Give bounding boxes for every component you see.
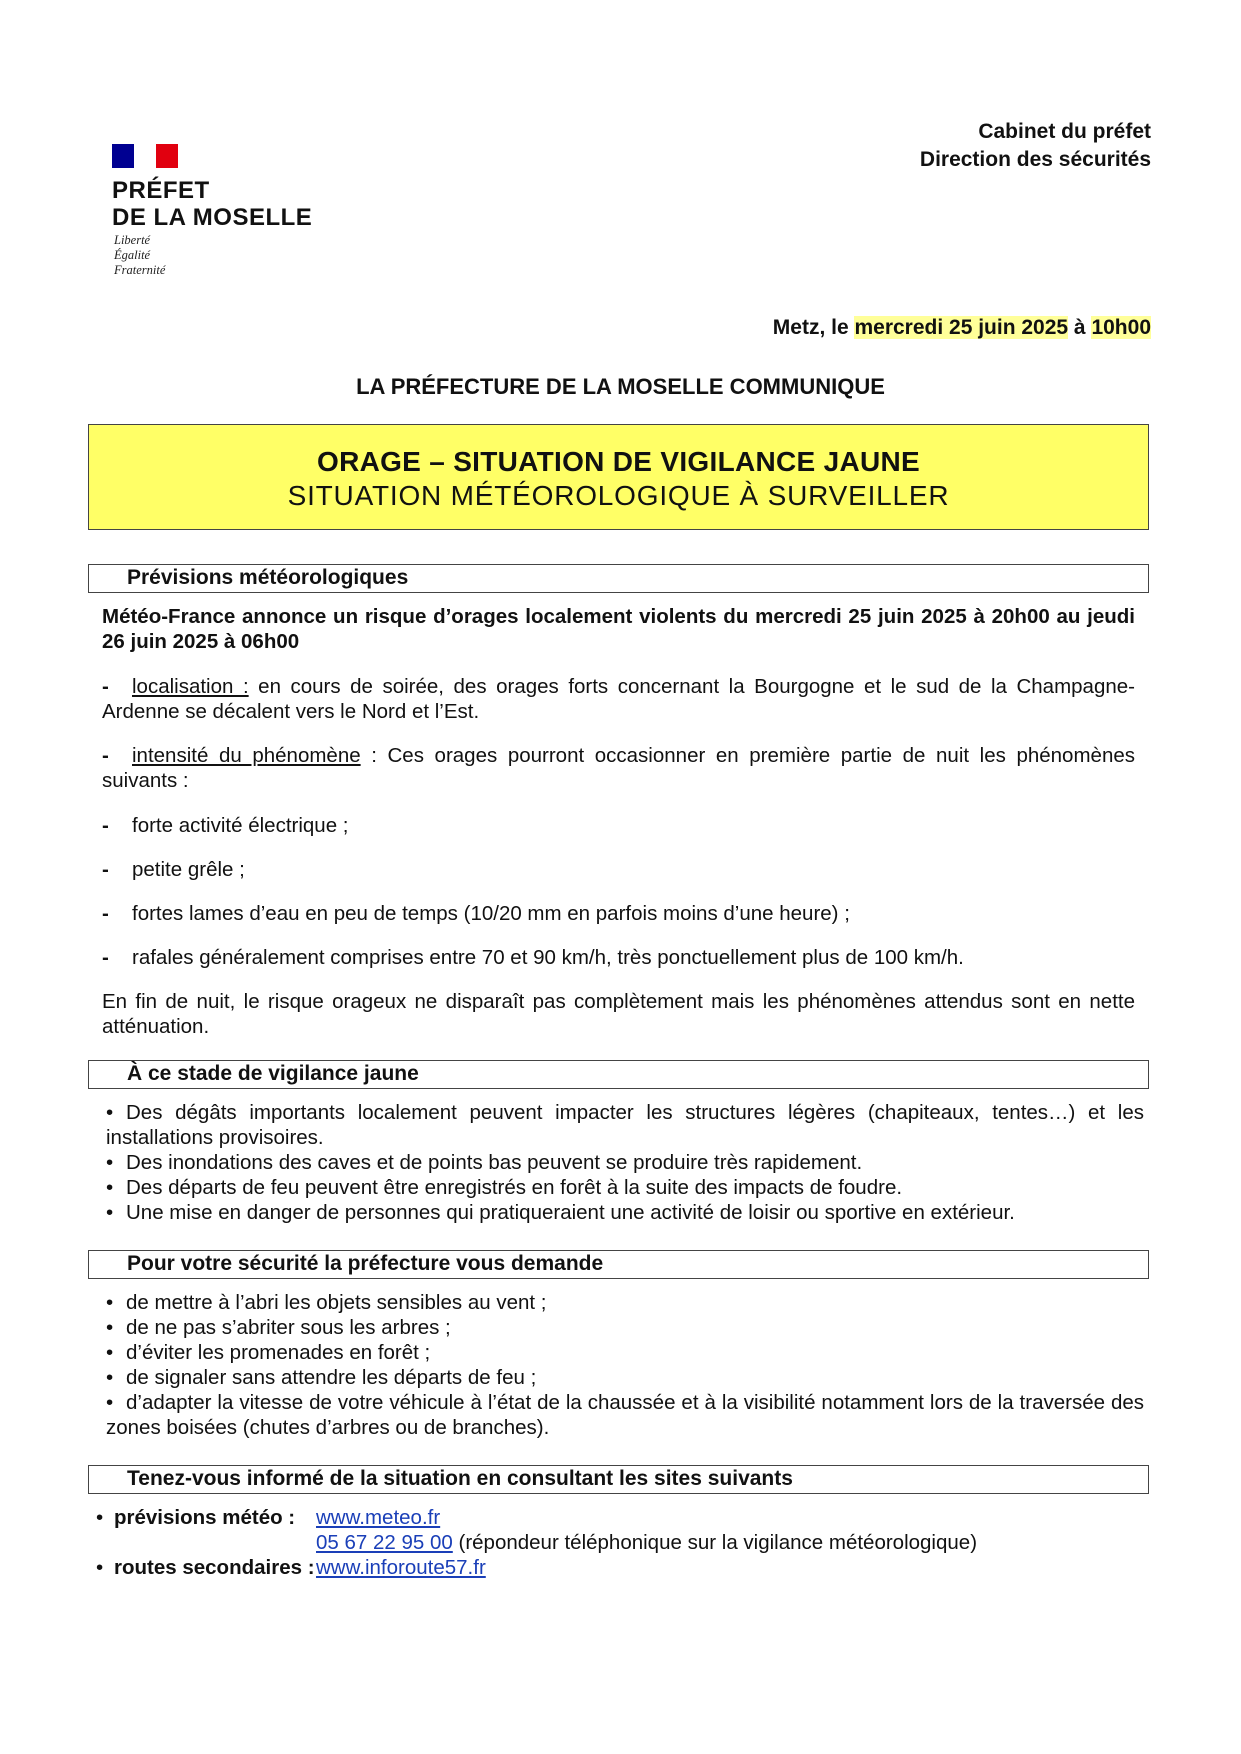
bullet-marker: • xyxy=(106,1291,114,1314)
list-item xyxy=(102,857,1135,882)
bullet-marker: • xyxy=(106,1201,114,1224)
list-item xyxy=(106,1100,1144,1150)
section-heading-previsions: Prévisions météorologiques xyxy=(88,564,1149,593)
section-heading-vigilance: À ce stade de vigilance jaune xyxy=(88,1060,1149,1089)
routes-label: routes secondaires : xyxy=(114,1556,315,1579)
list-item xyxy=(106,1340,1144,1365)
republique-flag-logo xyxy=(112,144,178,168)
list-item xyxy=(106,1290,1144,1315)
dateline-middle: à xyxy=(1068,316,1092,339)
phenomenon-item: petite grêle ; xyxy=(132,858,245,881)
safety-item: de mettre à l’abri les objets sensibles au vent ; xyxy=(126,1291,547,1314)
dateline-prefix: Metz, le xyxy=(772,316,855,339)
dateline-day: mercredi 25 juin 2025 xyxy=(854,316,1069,339)
phenomenon-item: forte activité électrique ; xyxy=(132,814,349,837)
bullet-marker: • xyxy=(106,1176,114,1199)
list-item xyxy=(106,1390,1144,1440)
bullet-marker: • xyxy=(106,1316,114,1339)
vigilance-alert-box xyxy=(88,424,1149,530)
bullet-marker: • xyxy=(106,1391,114,1414)
issuer-block xyxy=(920,118,1151,174)
flag-red-band xyxy=(156,144,178,168)
dash-marker: - xyxy=(102,814,109,837)
motto-egalite: Égalité xyxy=(114,248,151,262)
bullet-marker: • xyxy=(96,1506,104,1529)
list-item xyxy=(102,945,1135,970)
localisation-label: localisation : xyxy=(132,675,249,698)
dash-marker: - xyxy=(102,902,109,925)
direction-label: Direction des sécurités xyxy=(919,148,1151,171)
meteo-info-row xyxy=(96,1505,1146,1530)
alert-subtitle: SITUATION MÉTÉOROLOGIQUE À SURVEILLER xyxy=(287,480,950,511)
dash-marker: - xyxy=(102,946,109,969)
bullet-marker: • xyxy=(106,1366,114,1389)
risk-item: Des départs de feu peuvent être enregistrés en forêt à la suite des impacts de foudre. xyxy=(126,1176,903,1199)
phenomenon-item: fortes lames d’eau en peu de temps (10/20 mm en parfois moins d’une heure) ; xyxy=(132,902,850,925)
phone-info-row xyxy=(316,1530,1146,1555)
dash-marker: - xyxy=(102,858,109,881)
safety-item: d’adapter la vitesse de votre véhicule à l’état de la chaussée et à la visibilité notamment lors de la traversée des zones boisées (chutes d’arbres ou de branches). xyxy=(106,1391,1144,1439)
safety-item: d’éviter les promenades en forêt ; xyxy=(126,1341,431,1364)
list-item xyxy=(106,1315,1144,1340)
forecast-outro: En fin de nuit, le risque orageux ne disparaît pas complètement mais les phénomènes attendus sont en nette atténuation. xyxy=(102,990,1135,1038)
vigilance-list xyxy=(106,1100,1144,1225)
list-item xyxy=(106,1200,1144,1225)
list-item xyxy=(106,1175,1144,1200)
bullet-marker: • xyxy=(106,1151,114,1174)
safety-list xyxy=(106,1290,1144,1440)
bullet-marker: • xyxy=(106,1341,114,1364)
dateline-time: 10h00 xyxy=(1091,316,1151,339)
dash-marker: - xyxy=(102,675,109,698)
motto-liberte: Liberté xyxy=(114,233,151,247)
phone-note: (répondeur téléphonique sur la vigilance météorologique) xyxy=(452,1531,978,1554)
forecast-intro: Météo-France annonce un risque d’orages localement violents du mercredi 25 juin 2025 à 20h00 au jeudi 26 juin 2025 à 06h00 xyxy=(102,605,1135,653)
dateline xyxy=(773,316,1151,340)
meteo-link[interactable]: www.meteo.fr xyxy=(316,1506,441,1529)
safety-item: de signaler sans attendre les départs de feu ; xyxy=(126,1366,537,1389)
list-item xyxy=(102,901,1135,926)
localisation-text: en cours de soirée, des orages forts concernant la Bourgogne et le sud de la Champagne-Ardenne se décalent vers le Nord et l’Est. xyxy=(102,675,1135,723)
communique-title: LA PRÉFECTURE DE LA MOSELLE COMMUNIQUE xyxy=(356,374,885,399)
risk-item: Des dégâts importants localement peuvent impacter les structures légères (chapiteaux, tentes…) et les installations provisoires. xyxy=(106,1101,1144,1149)
safety-item: de ne pas s’abriter sous les arbres ; xyxy=(126,1316,451,1339)
logo-prefet-line2: DE LA MOSELLE xyxy=(112,204,313,231)
flag-blue-band xyxy=(112,144,134,168)
localisation-paragraph xyxy=(102,674,1135,724)
section-heading-informations: Tenez-vous informé de la situation en consultant les sites suivants xyxy=(88,1465,1149,1494)
risk-item: Une mise en danger de personnes qui pratiqueraient une activité de loisir ou sportive en extérieur. xyxy=(126,1201,1015,1224)
meteo-label: prévisions météo : xyxy=(114,1506,296,1529)
flag-white-band xyxy=(134,144,156,168)
list-item xyxy=(106,1150,1144,1175)
phone-number-link[interactable]: 05 67 22 95 00 xyxy=(316,1531,453,1554)
intensite-text: : Ces orages pourront occasionner en première partie de nuit les phénomènes suivants : xyxy=(102,744,1135,792)
routes-link[interactable]: www.inforoute57.fr xyxy=(316,1556,486,1579)
cabinet-label: Cabinet du préfet xyxy=(978,120,1151,143)
motto-fraternite: Fraternité xyxy=(114,263,166,277)
intensite-label: intensité du phénomène xyxy=(132,744,361,767)
bullet-marker: • xyxy=(106,1101,114,1124)
phenomenon-item: rafales généralement comprises entre 70 et 90 km/h, très ponctuellement plus de 100 km/h. xyxy=(132,946,964,969)
intensite-paragraph xyxy=(102,743,1135,793)
list-item xyxy=(102,813,1135,838)
bullet-marker: • xyxy=(96,1556,104,1579)
section-heading-securite: Pour votre sécurité la préfecture vous demande xyxy=(88,1250,1149,1279)
list-item xyxy=(106,1365,1144,1390)
dash-marker: - xyxy=(102,744,109,767)
logo-prefet-line1: PRÉFET xyxy=(112,177,210,204)
routes-info-row xyxy=(96,1555,1146,1580)
alert-title: ORAGE – SITUATION DE VIGILANCE JAUNE xyxy=(316,446,920,477)
risk-item: Des inondations des caves et de points bas peuvent se produire très rapidement. xyxy=(126,1151,863,1174)
